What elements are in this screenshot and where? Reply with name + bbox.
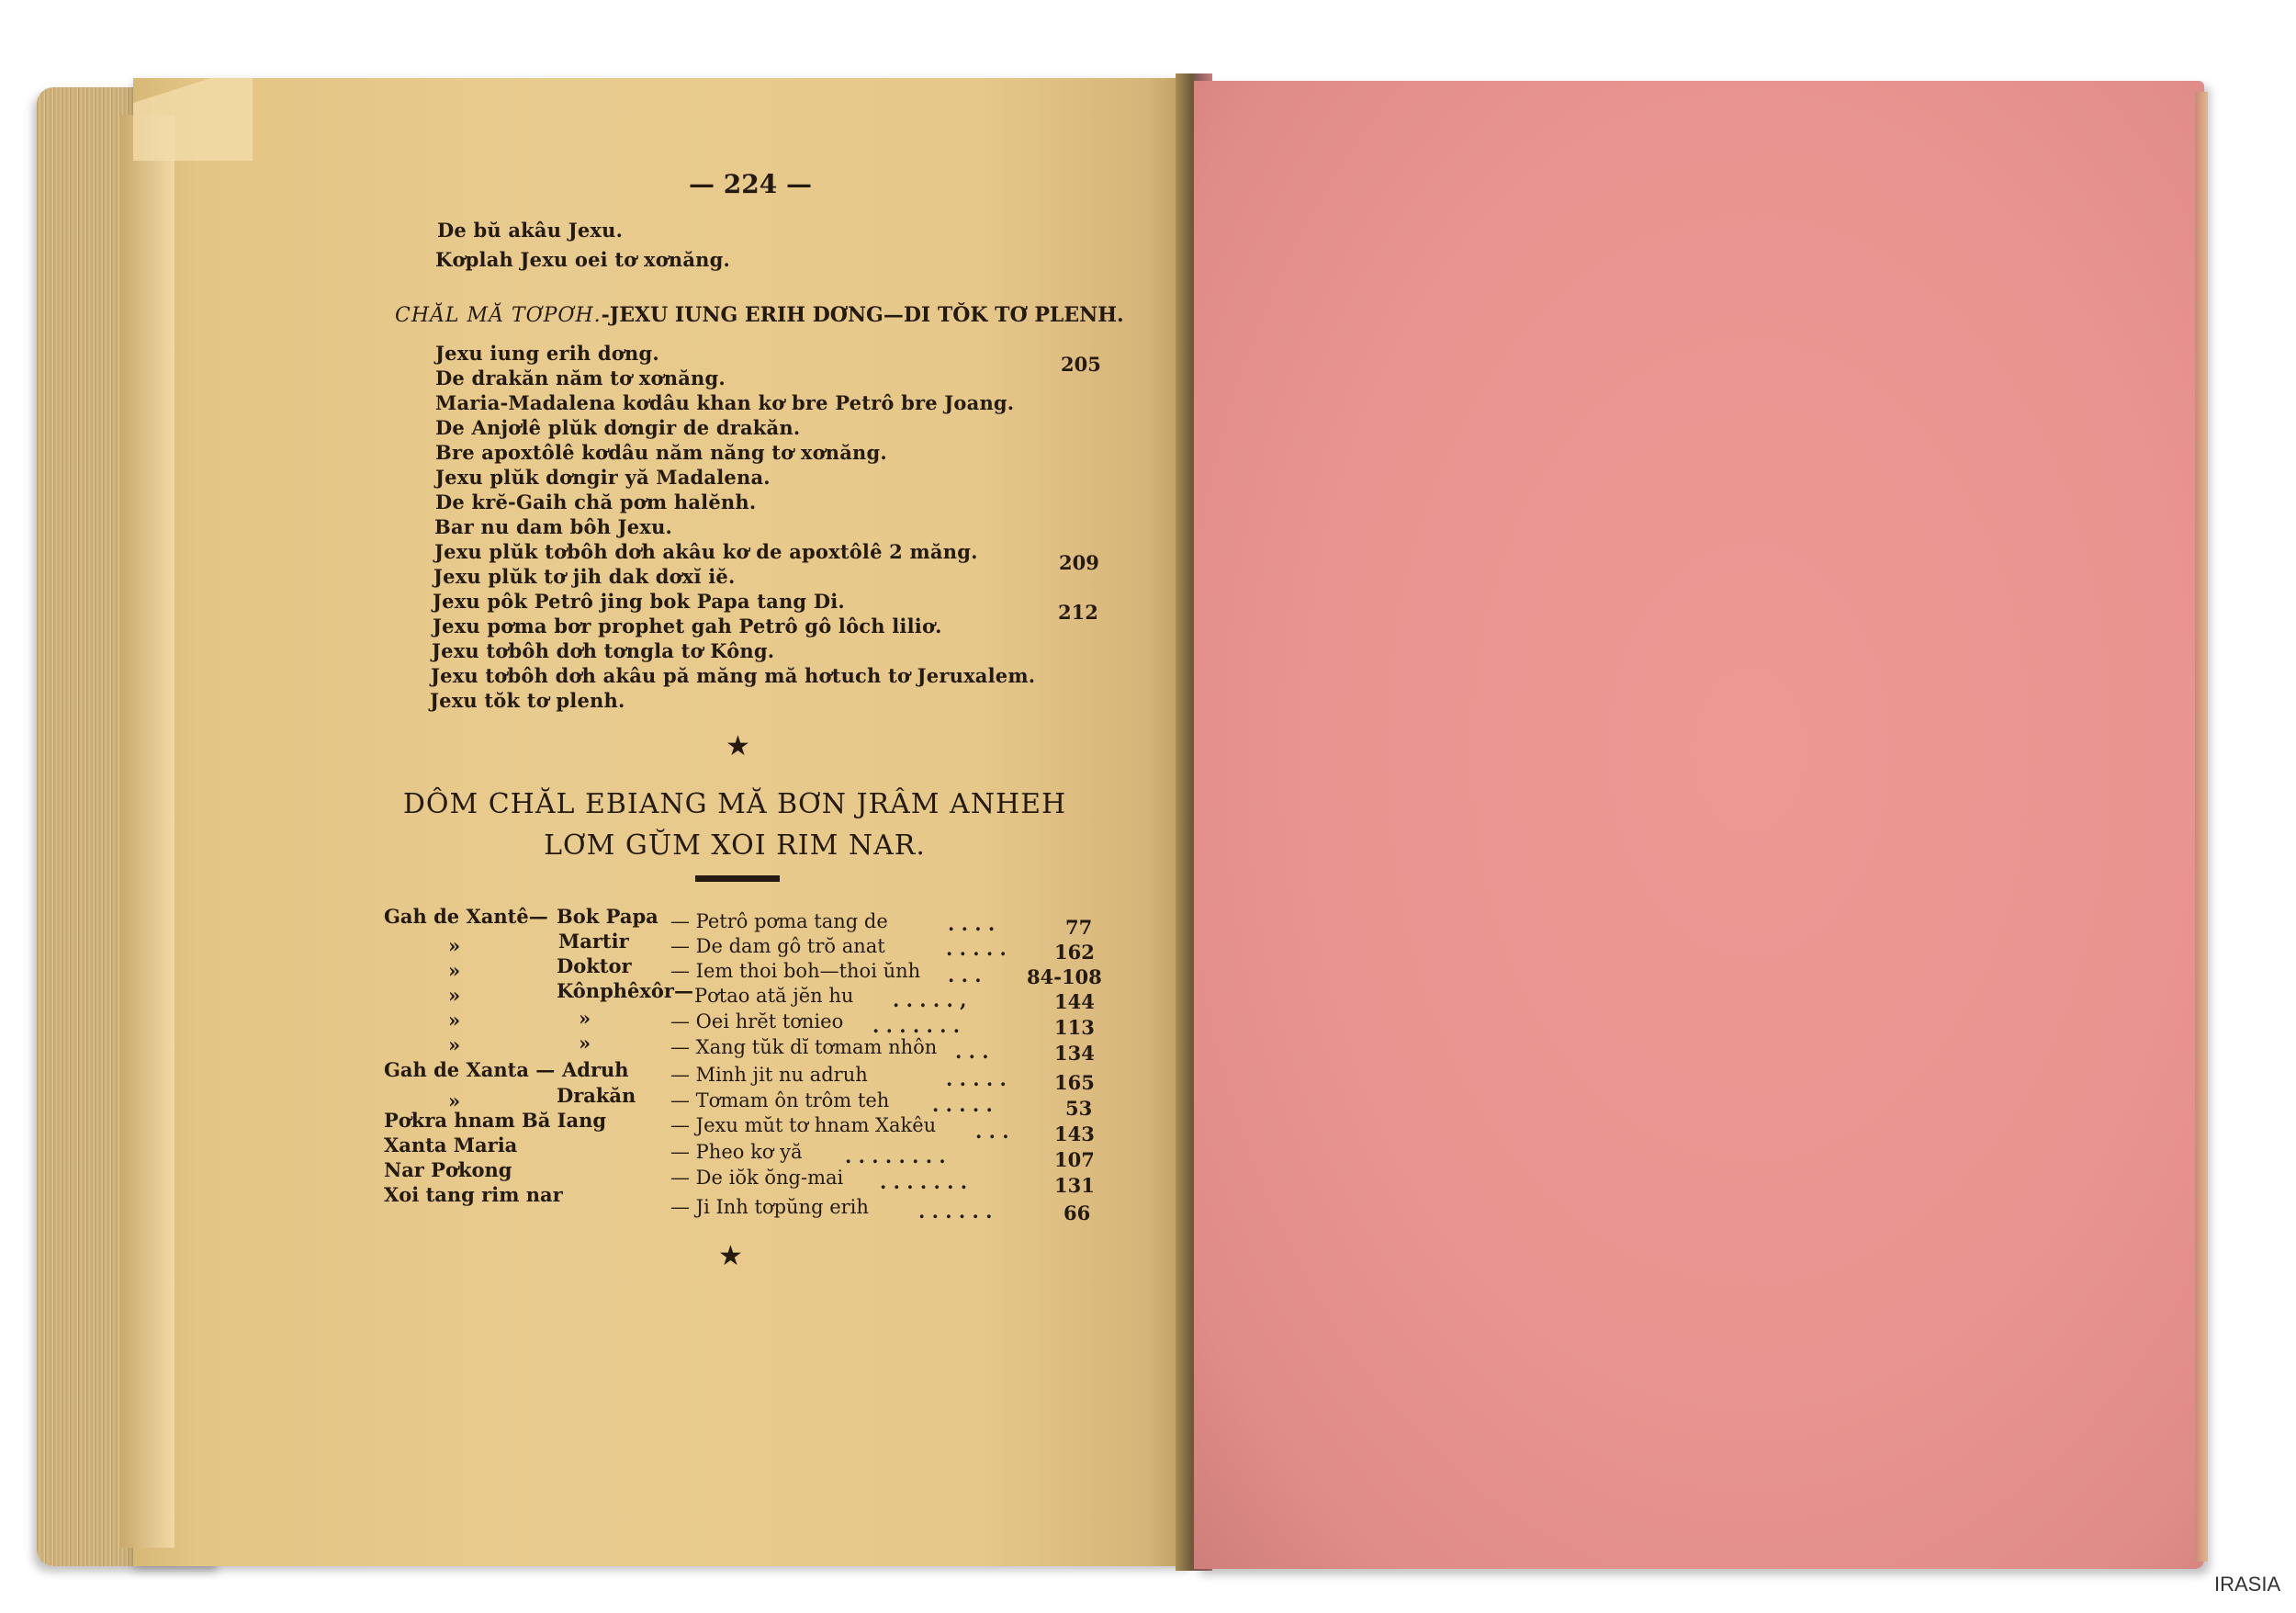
index-col1: » <box>448 934 461 957</box>
index-col2: » <box>579 1007 591 1030</box>
entry-line: De Anjơlê plŭk dơngir de drakăn. <box>435 416 801 439</box>
index-page: 165 <box>1054 1071 1095 1094</box>
index-col3: — Ji Inh tơpŭng erih <box>670 1196 869 1218</box>
entry-line: Jexu plŭk tơbôh dơh akâu kơ de apoxtôlê 2 măng. <box>434 540 978 563</box>
index-dots: . . . <box>948 964 982 987</box>
index-col1: » <box>448 959 461 982</box>
entry-line: Jexu pôk Petrô jing bok Papa tang Di. <box>433 590 845 613</box>
index-dots: . . . . . . . <box>880 1170 968 1193</box>
index-title-line2: LƠM GŬM XOI RIM NAR. <box>544 829 926 862</box>
index-col3: — Petrô pơma tang de <box>670 910 888 932</box>
index-dots: . . . <box>975 1120 1009 1143</box>
entry-line: Jexu pơma bơr prophet gah Petrô gô lôch liliơ. <box>433 615 942 637</box>
index-col3: — Minh jit nu adruh <box>670 1064 868 1086</box>
entry-page-number: 212 <box>1058 601 1098 624</box>
index-col3: — Tơmam ôn trôm teh <box>670 1089 890 1111</box>
index-col1: Gah de Xanta — <box>384 1058 556 1081</box>
left-page <box>133 78 1189 1566</box>
index-col2: Adruh <box>562 1058 629 1081</box>
page-edge-highlight <box>119 115 174 1548</box>
index-dots: . . . . . . <box>918 1200 993 1223</box>
star-ornament-bottom: ★ <box>718 1241 743 1271</box>
index-title-line1: DÔM CHĂL EBIANG MĂ BƠN JRÂM ANHEH <box>402 788 1067 820</box>
index-col1: Nar Pơkong <box>384 1158 512 1181</box>
star-ornament-top: ★ <box>726 731 750 761</box>
entry-line: De drakăn năm tơ xơnăng. <box>435 367 726 389</box>
index-col1: » <box>448 984 461 1007</box>
top-line: De bŭ akâu Jexu. <box>437 219 624 242</box>
index-col3: — Pheo kơ yă <box>670 1141 803 1163</box>
index-page: 107 <box>1054 1148 1095 1171</box>
entry-page-number: 205 <box>1061 353 1101 376</box>
index-col3: Pơtao ată jĕn hu <box>694 985 854 1007</box>
entry-line: De krĕ-Gaih chă pơm halĕnh. <box>435 491 757 513</box>
section-heading <box>395 303 1124 327</box>
index-col3: — Xang tŭk dĭ tơmam nhôn <box>670 1036 938 1058</box>
section-heading-rest: -JEXU IUNG ERIH DƠNG—DI TŎK TƠ PLENH. <box>601 303 1124 327</box>
index-col3: — Iem thoi boh—thoi ŭnh <box>670 960 921 982</box>
folded-page-corner <box>133 78 253 161</box>
index-page: 77 <box>1065 916 1093 939</box>
page-number: — 224 — <box>689 169 812 199</box>
index-page: 143 <box>1054 1122 1095 1145</box>
index-col3: — De iŏk ŏng-mai <box>670 1167 844 1189</box>
index-dots: . . . . . <box>932 1093 993 1116</box>
index-col1: » <box>448 1009 461 1032</box>
entry-line: Jexu plŭk tơ jih dak dơxĭ iĕ. <box>433 565 736 588</box>
index-col1: Gah de Xantê— <box>384 905 548 928</box>
index-page: 84-108 <box>1027 965 1102 988</box>
index-col2: Martir <box>558 930 629 953</box>
index-dots: . . . . . <box>946 1067 1007 1090</box>
index-col2: Drakăn <box>557 1084 636 1107</box>
index-dots: . . . . . . . <box>872 1014 961 1037</box>
right-page-edge <box>2195 92 2208 1562</box>
index-dots: . . . . . . . . <box>845 1145 946 1167</box>
index-page: 113 <box>1054 1016 1095 1039</box>
index-page: 144 <box>1054 990 1095 1013</box>
entry-line: Jexu tơbôh dơh akâu pă măng mă hơtuch tơ Jeruxalem. <box>431 664 1036 687</box>
index-dots: . . . . . <box>946 937 1007 960</box>
index-col1: Xoi tang rim nar <box>384 1183 563 1206</box>
entry-line: Jexu tơbôh dơh tơngla tơ Kông. <box>432 639 775 662</box>
index-col2: Kônphêxôr— <box>557 979 693 1002</box>
index-col2: » <box>579 1032 591 1055</box>
index-page: 131 <box>1054 1174 1095 1197</box>
index-col1: Pơkra hnam Bă Iang <box>384 1109 607 1132</box>
index-col3: — De dam gô trŏ anat <box>670 935 885 957</box>
index-page: 134 <box>1054 1042 1095 1065</box>
index-page: 53 <box>1065 1097 1093 1120</box>
entry-line: Jexu iung erih dơng. <box>435 342 659 365</box>
title-rule <box>695 875 780 882</box>
index-col3: — Jexu mŭt tơ hnam Xakêu <box>670 1114 937 1136</box>
index-col3: — Oei hrĕt tơnieo <box>670 1010 844 1032</box>
entry-line: Bar nu dam bôh Jexu. <box>434 515 673 538</box>
index-dots: . . . . <box>948 912 996 935</box>
top-line: Kơplah Jexu oei tơ xơnăng. <box>435 248 731 271</box>
index-page: 66 <box>1064 1201 1091 1224</box>
section-heading-italic: CHĂL MĂ TƠPƠH. <box>395 304 602 327</box>
index-col1: » <box>448 1089 461 1112</box>
entry-page-number: 209 <box>1059 551 1099 574</box>
index-dots: . . . <box>955 1040 989 1063</box>
index-dots: . . . . . , <box>893 988 967 1011</box>
entry-line: Jexu plŭk dơngir yă Madalena. <box>435 466 771 489</box>
index-col1: » <box>448 1033 461 1056</box>
index-col2: Doktor <box>557 954 632 977</box>
watermark-label: IRASIA <box>2214 1573 2281 1596</box>
index-page: 162 <box>1054 941 1095 964</box>
index-col2: Bok Papa <box>557 905 658 928</box>
right-page-blank-pink <box>1194 81 2204 1569</box>
index-col1: Xanta Maria <box>384 1134 518 1156</box>
entry-line: Maria-Madalena kơdâu khan kơ bre Petrô bre Joang. <box>435 391 1015 414</box>
entry-line: Jexu tŏk tơ plenh. <box>430 689 625 712</box>
entry-line: Bre apoxtôlê kơdâu năm năng tơ xơnăng. <box>435 441 887 464</box>
